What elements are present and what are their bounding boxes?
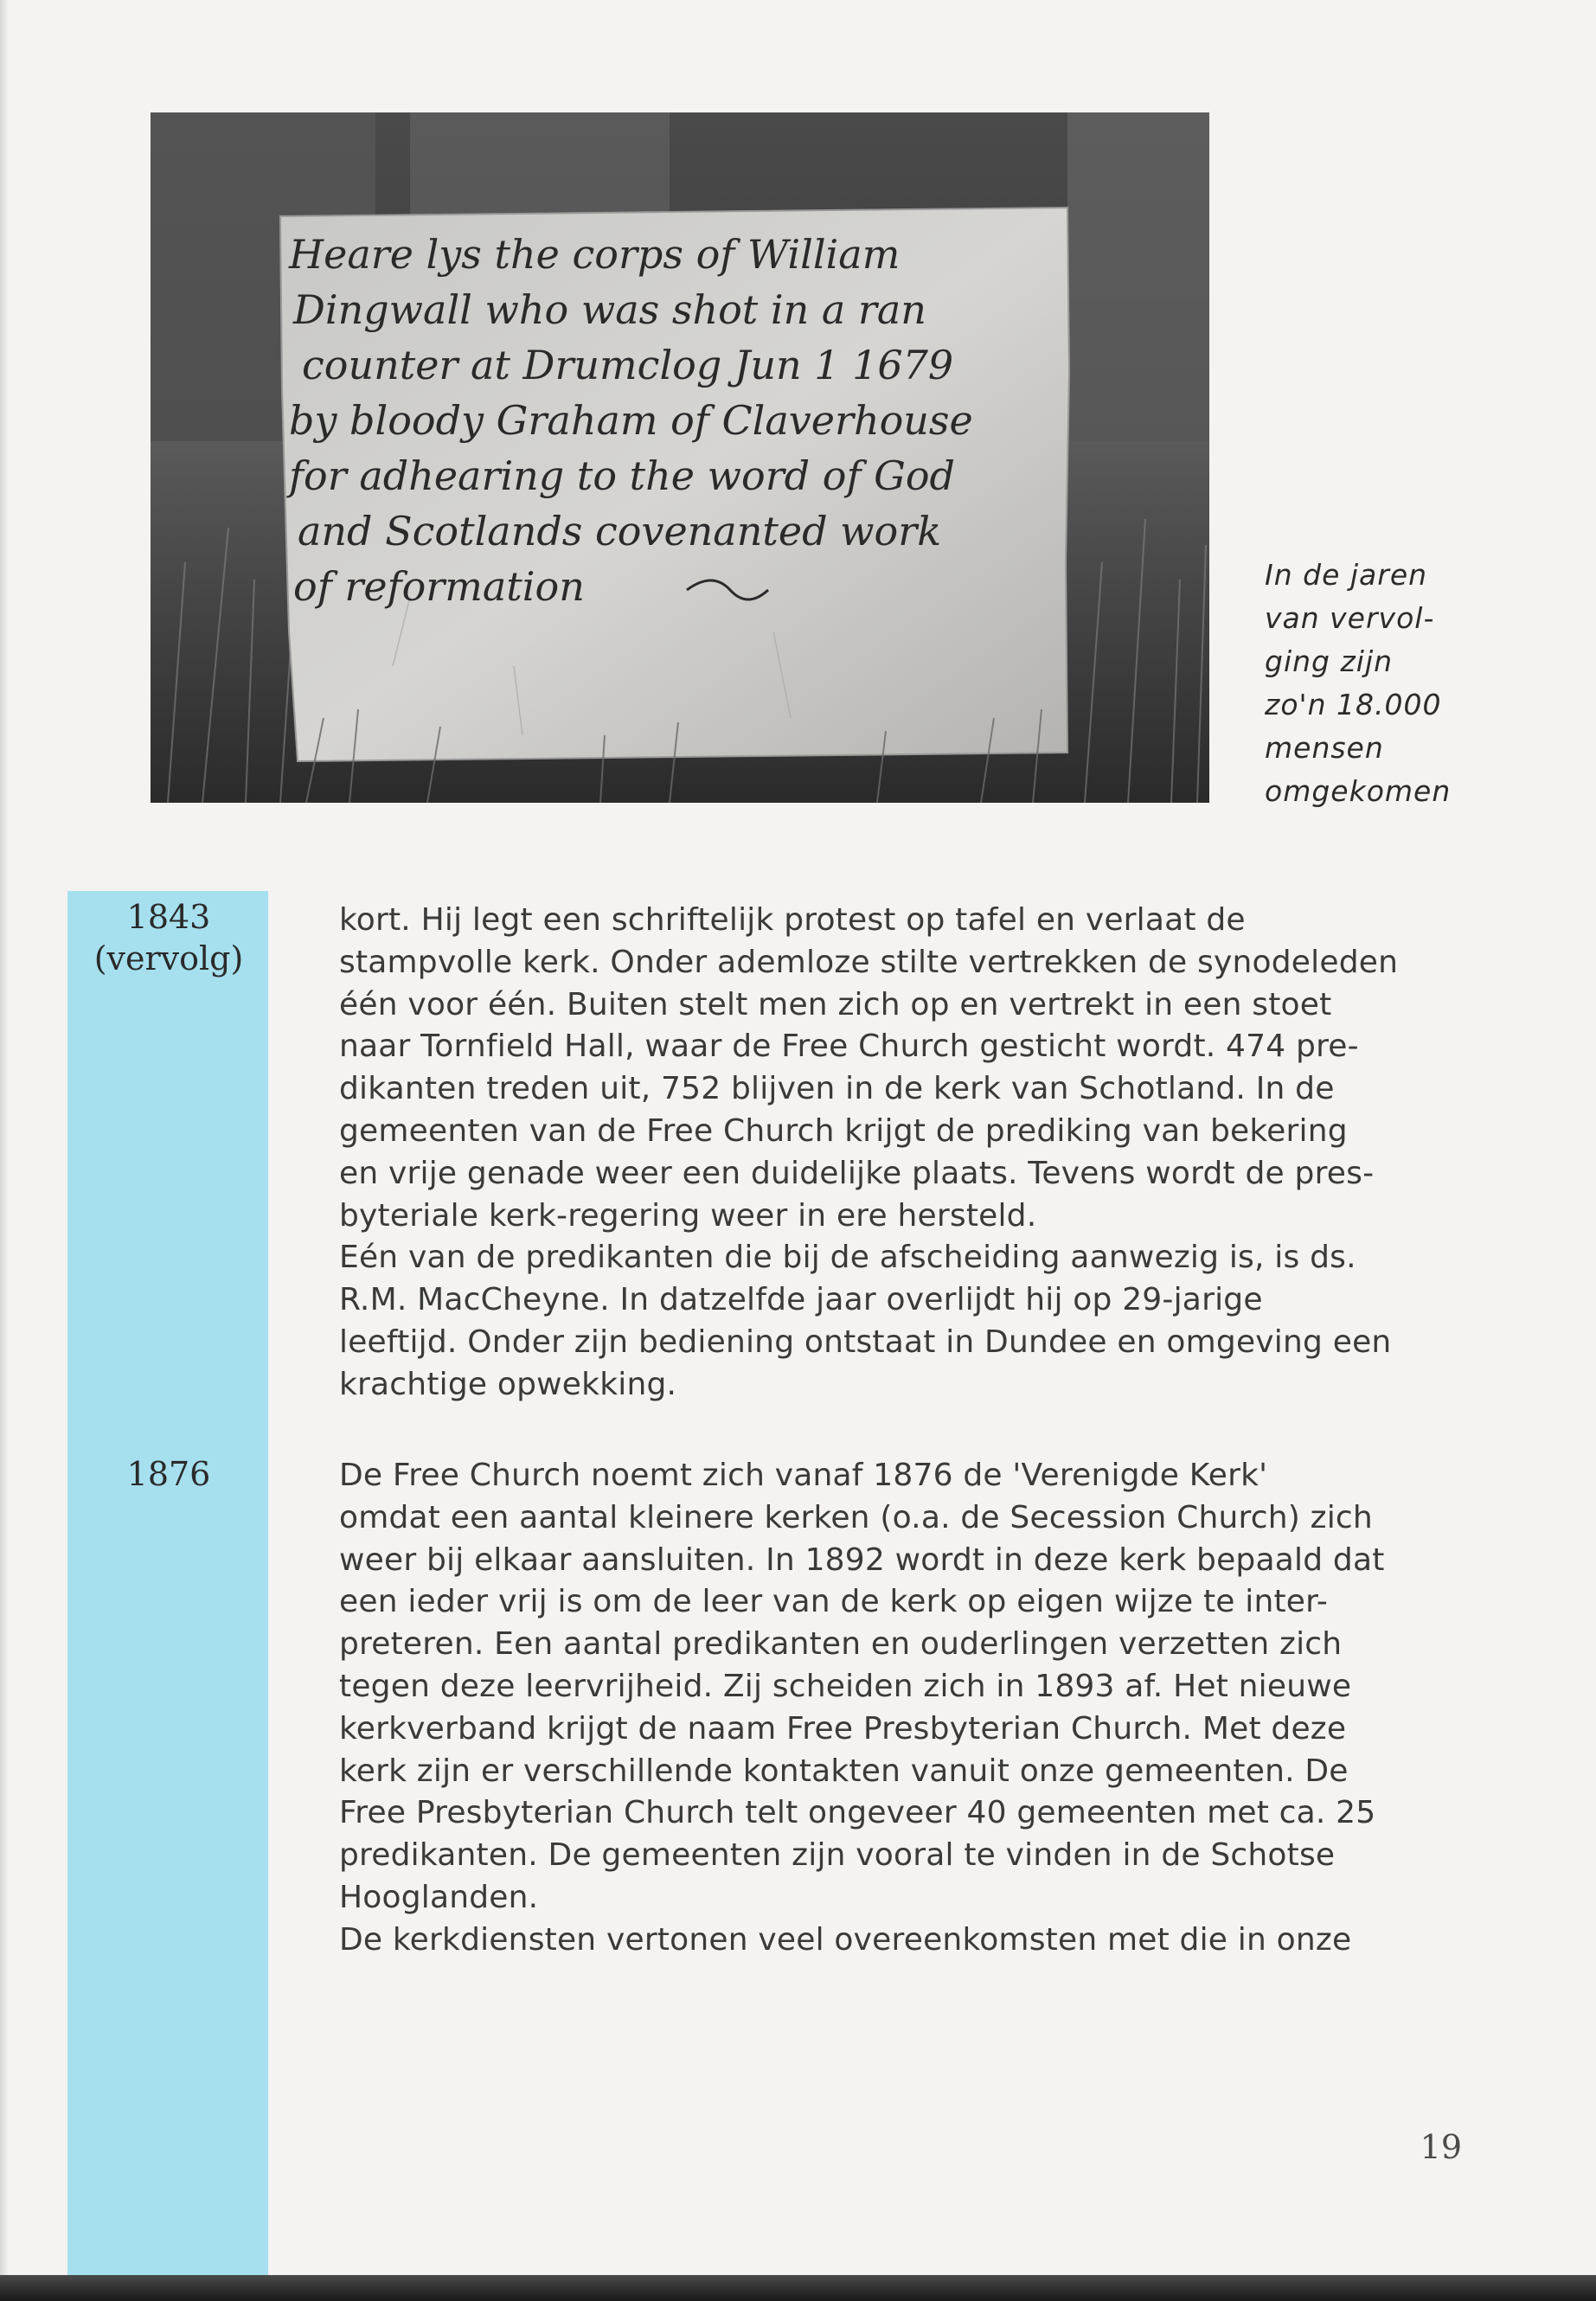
entry-line: weer bij elkaar aansluiten. In 1892 wordt in deze kerk bepaald dat (339, 1541, 1385, 1578)
entry-line: Eén van de predikanten die bij de afscheiding aanwezig is, is ds. (339, 1240, 1356, 1276)
page-bottom-edge (0, 2275, 1596, 2301)
entry-line: dikanten treden uit, 752 blijven in de kerk van Schotland. In de (339, 1071, 1335, 1107)
entry-text-1843 (339, 900, 1481, 1407)
inscription-line: by bloody Graham of Claverhouse (289, 397, 973, 444)
entry-line: kerkverband krijgt de naam Free Presbyterian Church. Met deze (339, 1710, 1347, 1747)
caption-line: zo'n 18.000 (1265, 688, 1442, 721)
page-edge-shadow (0, 0, 9, 2301)
entry-line: een ieder vrij is om de leer van de kerk op eigen wijze te inter- (339, 1584, 1329, 1620)
entry-line: Free Presbyterian Church telt ongeveer 40 gemeenten met ca. 25 (339, 1795, 1376, 1831)
year-label-1843 (78, 896, 260, 979)
entry-line: leeftijd. Onder zijn bediening ontstaat in Dundee en omgeving een (339, 1324, 1392, 1360)
year-value: 1843 (126, 898, 211, 936)
entry-line: gemeenten van de Free Church krijgt de prediking van bekering (339, 1112, 1348, 1149)
page-number: 19 (1420, 2128, 1462, 2166)
entry-line: stampvolle kerk. Onder ademloze stilte vertrekken de synodeleden (339, 944, 1399, 980)
year-note: (vervolg) (93, 939, 244, 977)
caption-line: omgekomen (1265, 774, 1452, 808)
entry-line: één voor één. Buiten stelt men zich op en vertrekt in een stoet (339, 986, 1332, 1022)
entry-line: krachtige opwekking. (339, 1366, 677, 1402)
caption-line: ging zijn (1265, 644, 1394, 678)
entry-line: byteriale kerk-regering weer in ere hersteld. (339, 1197, 1037, 1234)
entry-line: De kerkdiensten vertonen veel overeenkomsten met die in onze (339, 1921, 1352, 1958)
entry-line: Hooglanden. (339, 1879, 539, 1915)
entry-line: De Free Church noemt zich vanaf 1876 de 'Verenigde Kerk' (339, 1458, 1268, 1493)
caption-line: mensen (1265, 731, 1384, 765)
gravestone-photo (151, 112, 1209, 803)
inscription-line: of reformation (293, 563, 585, 610)
caption-line: In de jaren (1265, 558, 1428, 592)
year-label-1876 (78, 1453, 260, 1495)
inscription-line: counter at Drumclog Jun 1 1679 (302, 342, 954, 388)
inscription-line: Heare lys the corps of William (289, 231, 901, 278)
entry-line: kerk zijn er verschillende kontakten vanuit onze gemeenten. De (339, 1753, 1349, 1789)
entry-text-1876 (339, 1455, 1481, 1962)
photo-caption (1265, 554, 1490, 813)
inscription-line: Dingwall who was shot in a ran (293, 286, 926, 333)
timeline-bar (67, 891, 268, 2275)
entry-line: naar Tornfield Hall, waar de Free Church gesticht wordt. 474 pre- (339, 1029, 1359, 1065)
entry-line: omdat een aantal kleinere kerken (o.a. de Secession Church) zich (339, 1499, 1373, 1535)
inscription-line: for adhearing to the word of God (289, 452, 955, 499)
entry-line: R.M. MacCheyne. In datzelfde jaar overlijdt hij op 29-jarige (339, 1282, 1263, 1318)
entry-line: preteren. Een aantal predikanten en ouderlingen verzetten zich (339, 1626, 1343, 1663)
caption-line: van vervol- (1265, 601, 1435, 635)
entry-line: en vrije genade weer een duidelijke plaats. Tevens wordt de pres- (339, 1155, 1375, 1191)
inscription-line: and Scotlands covenanted work (298, 508, 942, 554)
entry-line: kort. Hij legt een schriftelijk protest op tafel en verlaat de (339, 902, 1246, 938)
entry-line: tegen deze leervrijheid. Zij scheiden zich in 1893 af. Het nieuwe (339, 1668, 1352, 1704)
year-value: 1876 (126, 1455, 211, 1493)
entry-line: predikanten. De gemeenten zijn vooral te vinden in de Schotse (339, 1837, 1336, 1874)
gravestone-image (151, 112, 1209, 803)
